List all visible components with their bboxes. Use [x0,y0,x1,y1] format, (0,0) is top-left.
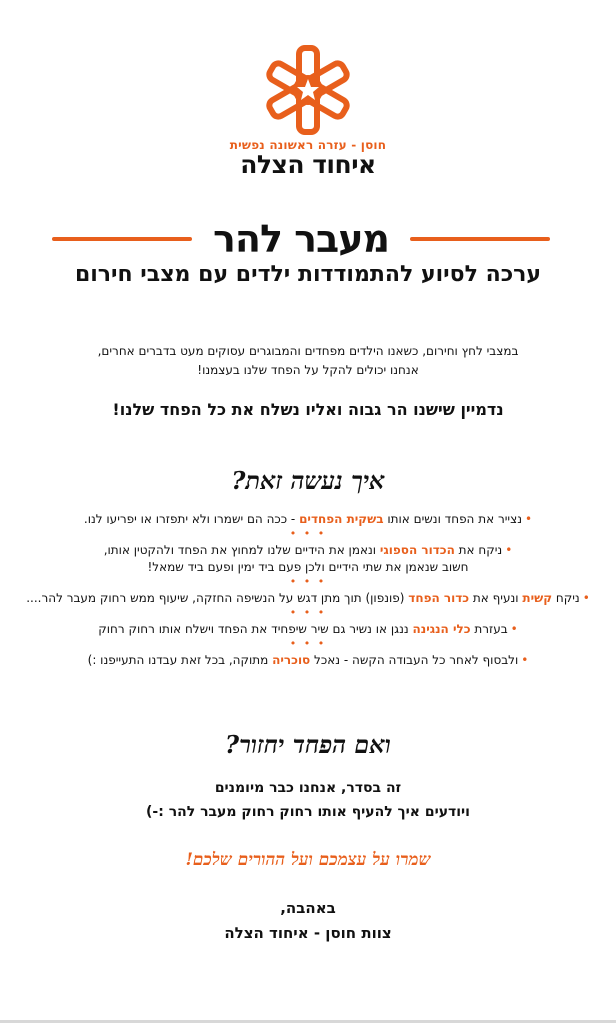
step-text-line2: חשוב שנאמן את שתי הידיים ולכן פעם ביד ימין ופעם ביד שמאל! [147,560,469,574]
bullet-icon: • [510,622,518,636]
step-highlight: כדור הפחד [408,591,470,605]
signature-team: צוות חוסן - איחוד הצלה [224,924,392,942]
separator-dots: • • • [289,527,327,540]
step-text: נצייר את הפחד ונשים אותו [383,512,523,526]
step-highlight: הכדור הספוגי [379,543,455,557]
step-highlight: קשית [522,591,553,605]
reassurance-text [0,776,616,824]
steps-list [0,511,616,669]
take-care-message: שמרו על עצמכם ועל ההורים שלכם! [185,850,431,870]
separator-dots: • • • [289,606,327,619]
signature-greeting: באהבה, [280,899,336,917]
title-divider-left [52,237,192,241]
page-title: מעבר להר [212,217,390,261]
step-text: ניקח את [454,543,503,557]
intro-line-1: במצבי לחץ וחירום, כשאנו הילדים מפחדים והמבוגרים עסוקים מעט בדברים אחרים, [97,344,519,358]
intro-line-2: אנחנו יכולים להקל על הפחד שלנו בעצמנו! [197,363,419,377]
org-subtitle: חוסן - עזרה ראשונה נפשית [229,138,387,152]
title-divider-right [410,237,550,241]
separator-dots: • • • [289,575,327,588]
org-name: איחוד הצלה [240,150,376,179]
step-highlight: כלי הנגינה [412,622,471,636]
imagine-statement: נדמיין שישנו הר גבוה ואליו נשלח את כל הפחד שלנו! [112,400,504,419]
step-text: ניקח [552,591,580,605]
step-item-1 [0,511,616,528]
step-text: ולבסוף לאחר כל העבודה הקשה - נאכל [310,653,519,667]
star-of-life-logo-icon [262,44,354,136]
reassurance-line-2: ויודעים איך להעיף אותו רחוק רחוק מעבר להר :-) [146,804,470,820]
back-heading: ואם הפחד יחזור? [225,730,391,759]
bullet-icon: • [582,591,590,605]
bullet-icon: • [521,653,529,667]
step-text: מתוקה, בכל זאת עבדנו התעייפנו :) [87,653,273,667]
step-item-2 [0,542,616,576]
intro-paragraph [0,342,616,380]
page-subtitle: ערכה לסיוע להתמודדות ילדים עם מצבי חירום [74,262,542,287]
step-highlight: סוכריה [272,653,311,667]
logo [0,44,616,136]
signature [0,896,616,946]
step-text: בעזרת [470,622,508,636]
step-text: ונעיף את [469,591,523,605]
separator-dots: • • • [289,637,327,650]
step-text: - ככה הם ישמרו ולא יתפזרו או יפריעו לנו. [83,512,300,526]
how-heading: איך נעשה זאת? [231,466,385,495]
step-item-4 [0,621,616,638]
step-text: ונאמן את הידיים שלנו למחוץ את הפחד ולהקטין אותו, [103,543,380,557]
step-item-3 [0,590,616,607]
bullet-icon: • [505,543,513,557]
step-highlight: בשקית הפחדים [299,512,384,526]
step-text: ננגן או נשיר גם שיר שיפחיד את הפחד וישלח אותו רחוק רחוק [98,622,413,636]
bottom-divider [0,1020,616,1023]
title-row [0,216,616,262]
reassurance-line-1: זה בסדר, אנחנו כבר מיומנים [214,780,402,796]
bullet-icon: • [525,512,533,526]
step-item-5 [0,652,616,669]
step-text: (פונפון) תוך מתן דגש על הנשיפה החזקה, שיעוף ממש רחוק מעבר להר.... [26,591,409,605]
